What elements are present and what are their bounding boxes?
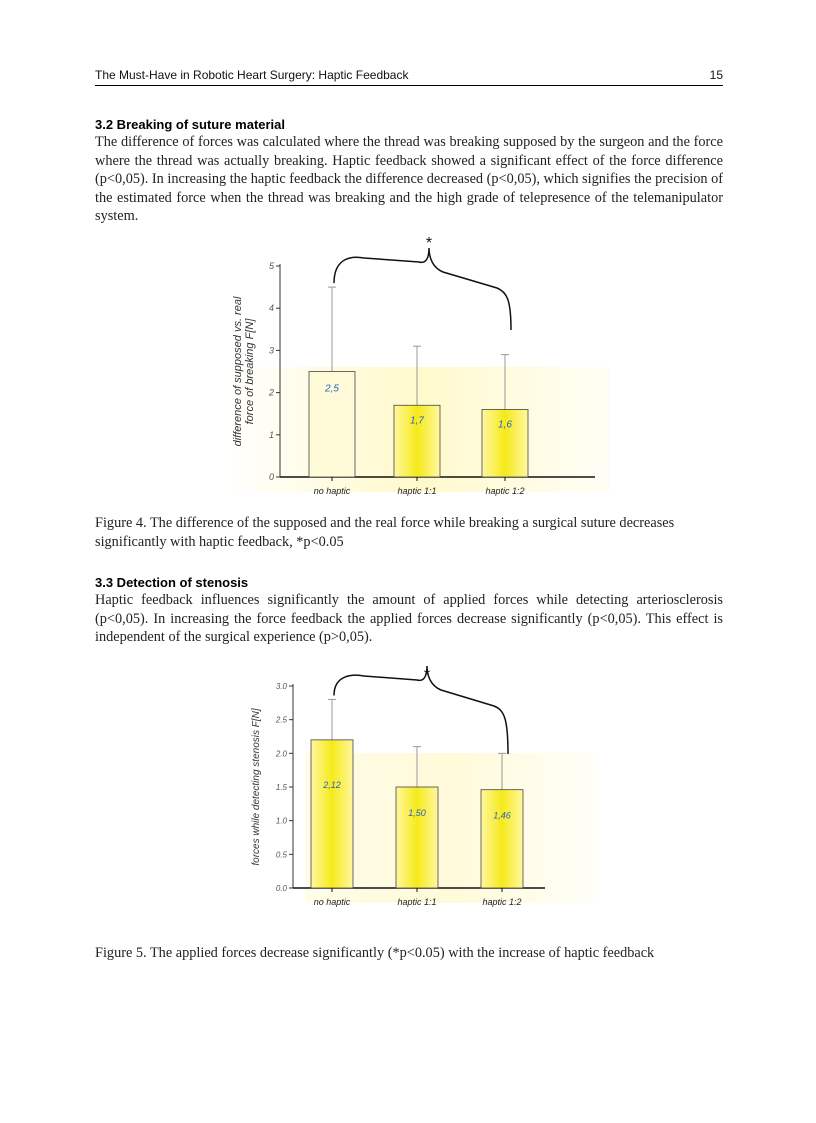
fig5-y-tick-label: 1.5 (275, 783, 287, 792)
fig4-y-tick-label: 3 (268, 345, 274, 356)
fig4-significance-brace (334, 248, 511, 330)
figure-5-chart (245, 658, 595, 938)
fig4-category-label: haptic 1:1 (397, 486, 437, 496)
fig5-significance-brace (334, 666, 508, 754)
fig5-bar (311, 740, 353, 888)
fig5-y-tick-label: 2.0 (275, 749, 287, 759)
section-3-2-paragraph: The difference of forces was calculated where the thread was breaking supposed by the surgeon and the force where the thread was actually breaking. Haptic feedback showed a significant effect of the force difference (p<0,05). In increasing the haptic feedback the difference decreased (p<0,05), which signifies the precision of the estimated force when the thread was breaking and the high grade of telepresence of the telemanipulator system. (95, 134, 724, 225)
fig5-category-label: haptic 1:1 (397, 897, 437, 907)
fig4-category-label: no haptic (313, 486, 351, 496)
figure-5-caption: Figure 5. The applied forces decrease significantly (*p<0.05) with the increase of haptic feedback (95, 945, 655, 961)
fig5-y-tick-label: 2.5 (275, 715, 287, 725)
fig5-y-tick-label: 0.5 (275, 850, 287, 860)
fig5-category-label: haptic 1:2 (482, 897, 522, 907)
section-3-3-paragraph: Haptic feedback influences significantly the amount of applied forces while detecting arteriosclerosis (p<0,05). In increasing the force feedback the applied forces decrease significantly (p<0,05). This effect is independent of the surgical experience (p>0,05). (95, 592, 723, 646)
fig4-y-tick-label: 5 (268, 261, 274, 271)
section-heading-3-3: 3.3 Detection of stenosis (95, 575, 249, 590)
fig5-y-tick-label: 3.0 (275, 682, 287, 691)
fig4-value-label: 1,7 (410, 415, 424, 427)
section-heading-3-2: 3.2 Breaking of suture material (95, 117, 286, 132)
fig4-value-label: 1,6 (498, 419, 512, 431)
fig5-value-label: 2,12 (323, 779, 341, 790)
fig5-category-label: no haptic (313, 897, 351, 907)
fig5-y-axis-title-line1: forces while detecting stenosis F[N] (251, 708, 262, 866)
fig4-y-tick-label: 4 (268, 303, 274, 314)
fig4-category-label: haptic 1:2 (485, 486, 525, 496)
figure-4-caption: Figure 4. The difference of the supposed and the real force while breaking a surgical suture decreases significantly with haptic feedback, *p<0.05 (95, 515, 675, 550)
fig4-value-label: 2,5 (325, 383, 339, 395)
fig4-y-tick-label: 2 (268, 387, 274, 398)
fig5-y-tick-label: 0.0 (275, 884, 287, 893)
fig4-significance-star: * (425, 235, 433, 252)
fig5-value-label: 1,46 (493, 810, 511, 821)
fig4-y-axis-title-line2: force of breaking F[N] (244, 318, 256, 425)
fig5-y-axis-title (251, 708, 262, 866)
fig5-value-label: 1,50 (408, 808, 426, 818)
fig5-significance-star: * (423, 667, 431, 684)
running-title: The Must-Have in Robotic Heart Surgery: Haptic Feedback (95, 68, 409, 82)
fig4-y-axis-title-line1: difference of supposed vs. real (232, 296, 244, 447)
fig5-bar (396, 787, 438, 888)
fig4-y-tick-label: 1 (268, 429, 274, 440)
figure-4-chart (225, 232, 610, 512)
fig4-y-tick-label: 0 (268, 472, 274, 482)
fig5-y-tick-label: 1.0 (275, 816, 287, 826)
running-header (95, 68, 723, 86)
fig4-y-axis-title (232, 296, 256, 446)
fig5-bar (481, 790, 523, 888)
page-number: 15 (709, 68, 723, 82)
